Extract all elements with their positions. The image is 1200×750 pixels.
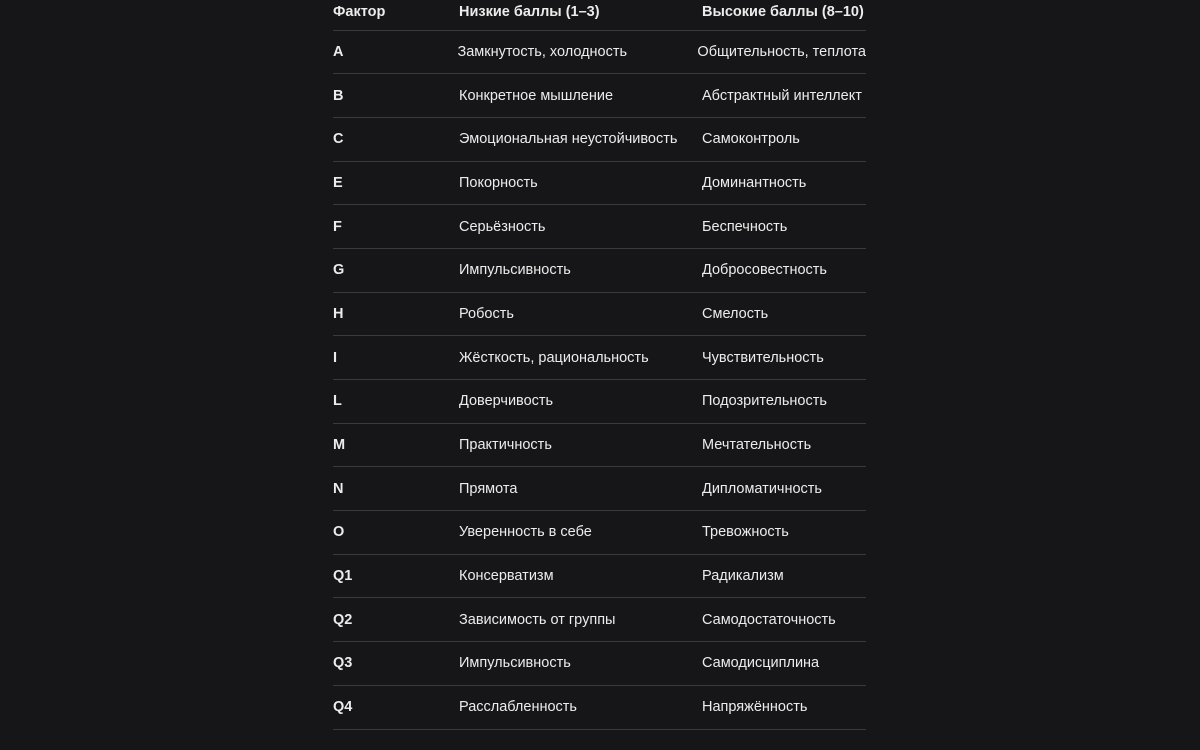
table-row (333, 467, 866, 511)
high-score-cell: Дипломатичность (702, 480, 822, 497)
table-row (333, 118, 866, 162)
low-score-cell: Импульсивность (459, 655, 571, 672)
factor-cell: I (333, 349, 338, 366)
low-score-cell: Робость (459, 305, 514, 322)
factor-cell: O (333, 524, 345, 541)
factor-cell: H (333, 305, 344, 322)
low-score-cell: Доверчивость (459, 393, 554, 410)
table-row (333, 293, 866, 337)
high-score-cell: Беспечность (702, 218, 788, 235)
low-score-cell: Прямота (459, 480, 518, 497)
high-score-cell: Мечтательность (702, 437, 812, 454)
factor-cell: Q4 (333, 699, 353, 716)
high-score-cell: Тревожность (702, 524, 789, 541)
factor-cell: L (333, 393, 342, 410)
low-score-cell: Уверенность в себе (459, 524, 592, 541)
high-score-cell: Доминантность (702, 174, 807, 191)
low-score-cell: Зависимость от группы (459, 611, 616, 628)
table-row (333, 598, 866, 642)
low-score-cell: Покорность (459, 174, 538, 191)
factor-cell: Q3 (333, 655, 353, 672)
high-score-cell: Добросовестность (702, 262, 827, 279)
high-score-cell: Чувствительность (702, 349, 824, 366)
factor-cell: M (333, 437, 346, 454)
factor-cell: C (333, 131, 344, 148)
factor-cell: Q1 (333, 568, 353, 585)
factor-cell: B (333, 87, 344, 104)
factor-cell: A (333, 43, 344, 60)
high-score-cell: Подозрительность (702, 393, 827, 410)
table-row (333, 511, 866, 555)
table-row (333, 162, 866, 206)
column-header-low-scores: Низкие баллы (1–3) (459, 3, 600, 20)
low-score-cell: Жёсткость, рациональность (459, 349, 649, 366)
high-score-cell: Абстрактный интеллект (702, 87, 862, 104)
low-score-cell: Импульсивность (459, 262, 571, 279)
factors-table (333, 0, 866, 730)
low-score-cell: Замкнутость, холодность (457, 43, 628, 60)
high-score-cell: Самоконтроль (702, 131, 800, 148)
high-score-cell: Самодисциплина (702, 655, 820, 672)
high-score-cell: Общительность, теплота (697, 43, 866, 60)
table-row (333, 205, 866, 249)
high-score-cell: Напряжённость (702, 699, 808, 716)
column-header-high-scores: Высокие баллы (8–10) (702, 3, 864, 20)
column-header-factor: Фактор (333, 3, 386, 20)
high-score-cell: Радикализм (702, 568, 784, 585)
low-score-cell: Практичность (459, 437, 552, 454)
table-row (333, 642, 866, 686)
table-row (333, 31, 866, 75)
low-score-cell: Конкретное мышление (459, 87, 614, 104)
high-score-cell: Смелость (702, 305, 769, 322)
low-score-cell: Эмоциональная неустойчивость (459, 131, 678, 148)
low-score-cell: Консерватизм (459, 568, 554, 585)
low-score-cell: Серьёзность (459, 218, 546, 235)
high-score-cell: Самодостаточность (702, 611, 836, 628)
factor-cell: E (333, 174, 343, 191)
table-row (333, 74, 866, 118)
table-row (333, 336, 866, 380)
table-header-row (333, 0, 866, 31)
factor-cell: N (333, 480, 344, 497)
low-score-cell: Расслабленность (459, 699, 577, 716)
table-row (333, 555, 866, 599)
factor-cell: G (333, 262, 345, 279)
table-row (333, 380, 866, 424)
table-row (333, 686, 866, 730)
factor-cell: Q2 (333, 611, 353, 628)
factor-cell: F (333, 218, 342, 235)
table-row (333, 249, 866, 293)
table-row (333, 424, 866, 468)
